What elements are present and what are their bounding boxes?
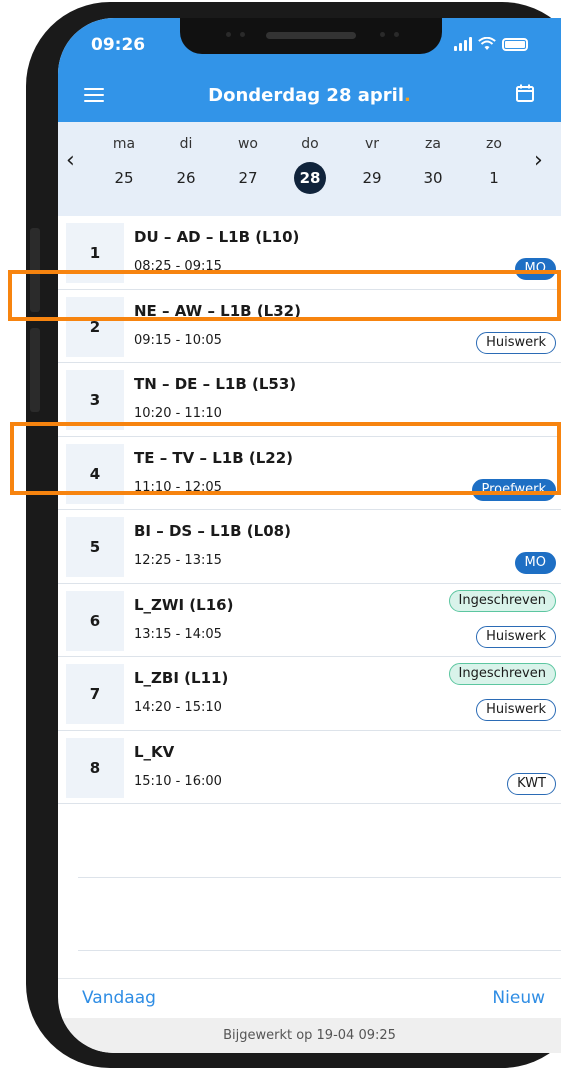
week-day[interactable]: wo 27 <box>237 136 258 187</box>
highlight-box <box>10 422 561 495</box>
hour-number: 2 <box>66 297 124 357</box>
enrolled-badge[interactable]: Ingeschreven <box>449 590 556 612</box>
lesson-title: NE – AW – L1B (L32) <box>134 301 301 320</box>
lesson-list <box>58 216 561 1025</box>
hour-number: 5 <box>66 517 124 577</box>
lesson-row[interactable] <box>58 510 561 584</box>
hour-number: 4 <box>66 444 124 504</box>
footer-bar <box>58 978 561 1016</box>
status-icons <box>454 36 528 52</box>
lesson-time: 10:20 - 11:10 <box>134 406 222 421</box>
enrolled-badge[interactable]: Ingeschreven <box>449 663 556 685</box>
week-day[interactable]: za 30 <box>423 136 443 187</box>
lesson-title: L_ZWI (L16) <box>134 595 234 614</box>
lesson-time: 08:25 - 09:15 <box>134 259 222 274</box>
lesson-time: 11:10 - 12:05 <box>134 479 222 495</box>
highlight-box <box>8 270 561 321</box>
lesson-time: 14:20 - 15:10 <box>134 700 222 715</box>
week-day[interactable]: ma 25 <box>112 136 136 187</box>
week-day[interactable]: di 26 <box>176 136 196 187</box>
lesson-time: 15:10 - 16:00 <box>134 773 222 789</box>
battery-icon <box>502 38 528 51</box>
hour-number: 6 <box>66 591 124 651</box>
lesson-title: DU – AD – L1B (L10) <box>134 228 300 246</box>
lesson-title: BI – DS – L1B (L08) <box>134 522 291 540</box>
wifi-icon <box>478 37 496 51</box>
hour-number: 3 <box>66 370 124 430</box>
lesson-title: TE – TV – L1B (L22) <box>134 448 294 467</box>
lesson-title: L_ZBI (L11) <box>134 669 229 687</box>
updated-status: Bijgewerkt op 19-04 09:25 <box>58 1018 561 1053</box>
lesson-time: 12:25 - 13:15 <box>134 553 222 568</box>
phone-screen <box>58 18 561 1053</box>
lesson-time: 09:15 - 10:05 <box>134 332 222 348</box>
lesson-row[interactable] <box>58 584 561 658</box>
phone-side-button <box>30 328 40 412</box>
lesson-badge[interactable]: MO <box>515 258 556 280</box>
lesson-title: L_KV <box>134 742 175 761</box>
lesson-badge[interactable]: Huiswerk <box>476 626 556 648</box>
empty-row <box>78 878 561 952</box>
phone-notch <box>180 18 442 54</box>
chevron-right-icon[interactable]: › <box>534 148 543 173</box>
status-time: 09:26 <box>91 35 146 55</box>
today-button[interactable]: Vandaag <box>82 988 156 1008</box>
signal-icon <box>454 37 472 51</box>
week-day[interactable]: vr 29 <box>362 136 382 187</box>
lesson-time: 13:15 - 14:05 <box>134 626 222 642</box>
lesson-badge[interactable]: MO <box>515 552 556 574</box>
new-button[interactable]: Nieuw <box>492 988 545 1008</box>
page-title: Donderdag 28 april. <box>208 85 411 106</box>
hour-number: 7 <box>66 664 124 724</box>
lesson-badge[interactable]: Huiswerk <box>476 699 556 721</box>
lesson-row[interactable] <box>58 731 561 805</box>
hour-number: 1 <box>66 223 124 283</box>
app-header <box>58 18 561 122</box>
lesson-badge[interactable]: Huiswerk <box>476 332 556 354</box>
lesson-title: TN – DE – L1B (L53) <box>134 375 297 393</box>
lesson-row[interactable] <box>58 657 561 731</box>
hour-number: 8 <box>66 738 124 798</box>
week-day-selected[interactable]: do 28 <box>290 136 330 194</box>
calendar-icon[interactable] <box>515 83 535 103</box>
chevron-left-icon[interactable]: ‹ <box>66 148 75 173</box>
week-day[interactable]: zo 1 <box>486 136 502 187</box>
week-strip <box>58 122 561 216</box>
lesson-badge[interactable]: KWT <box>507 773 556 795</box>
lesson-badge[interactable]: Proefwerk <box>472 479 556 501</box>
empty-row <box>78 804 561 878</box>
